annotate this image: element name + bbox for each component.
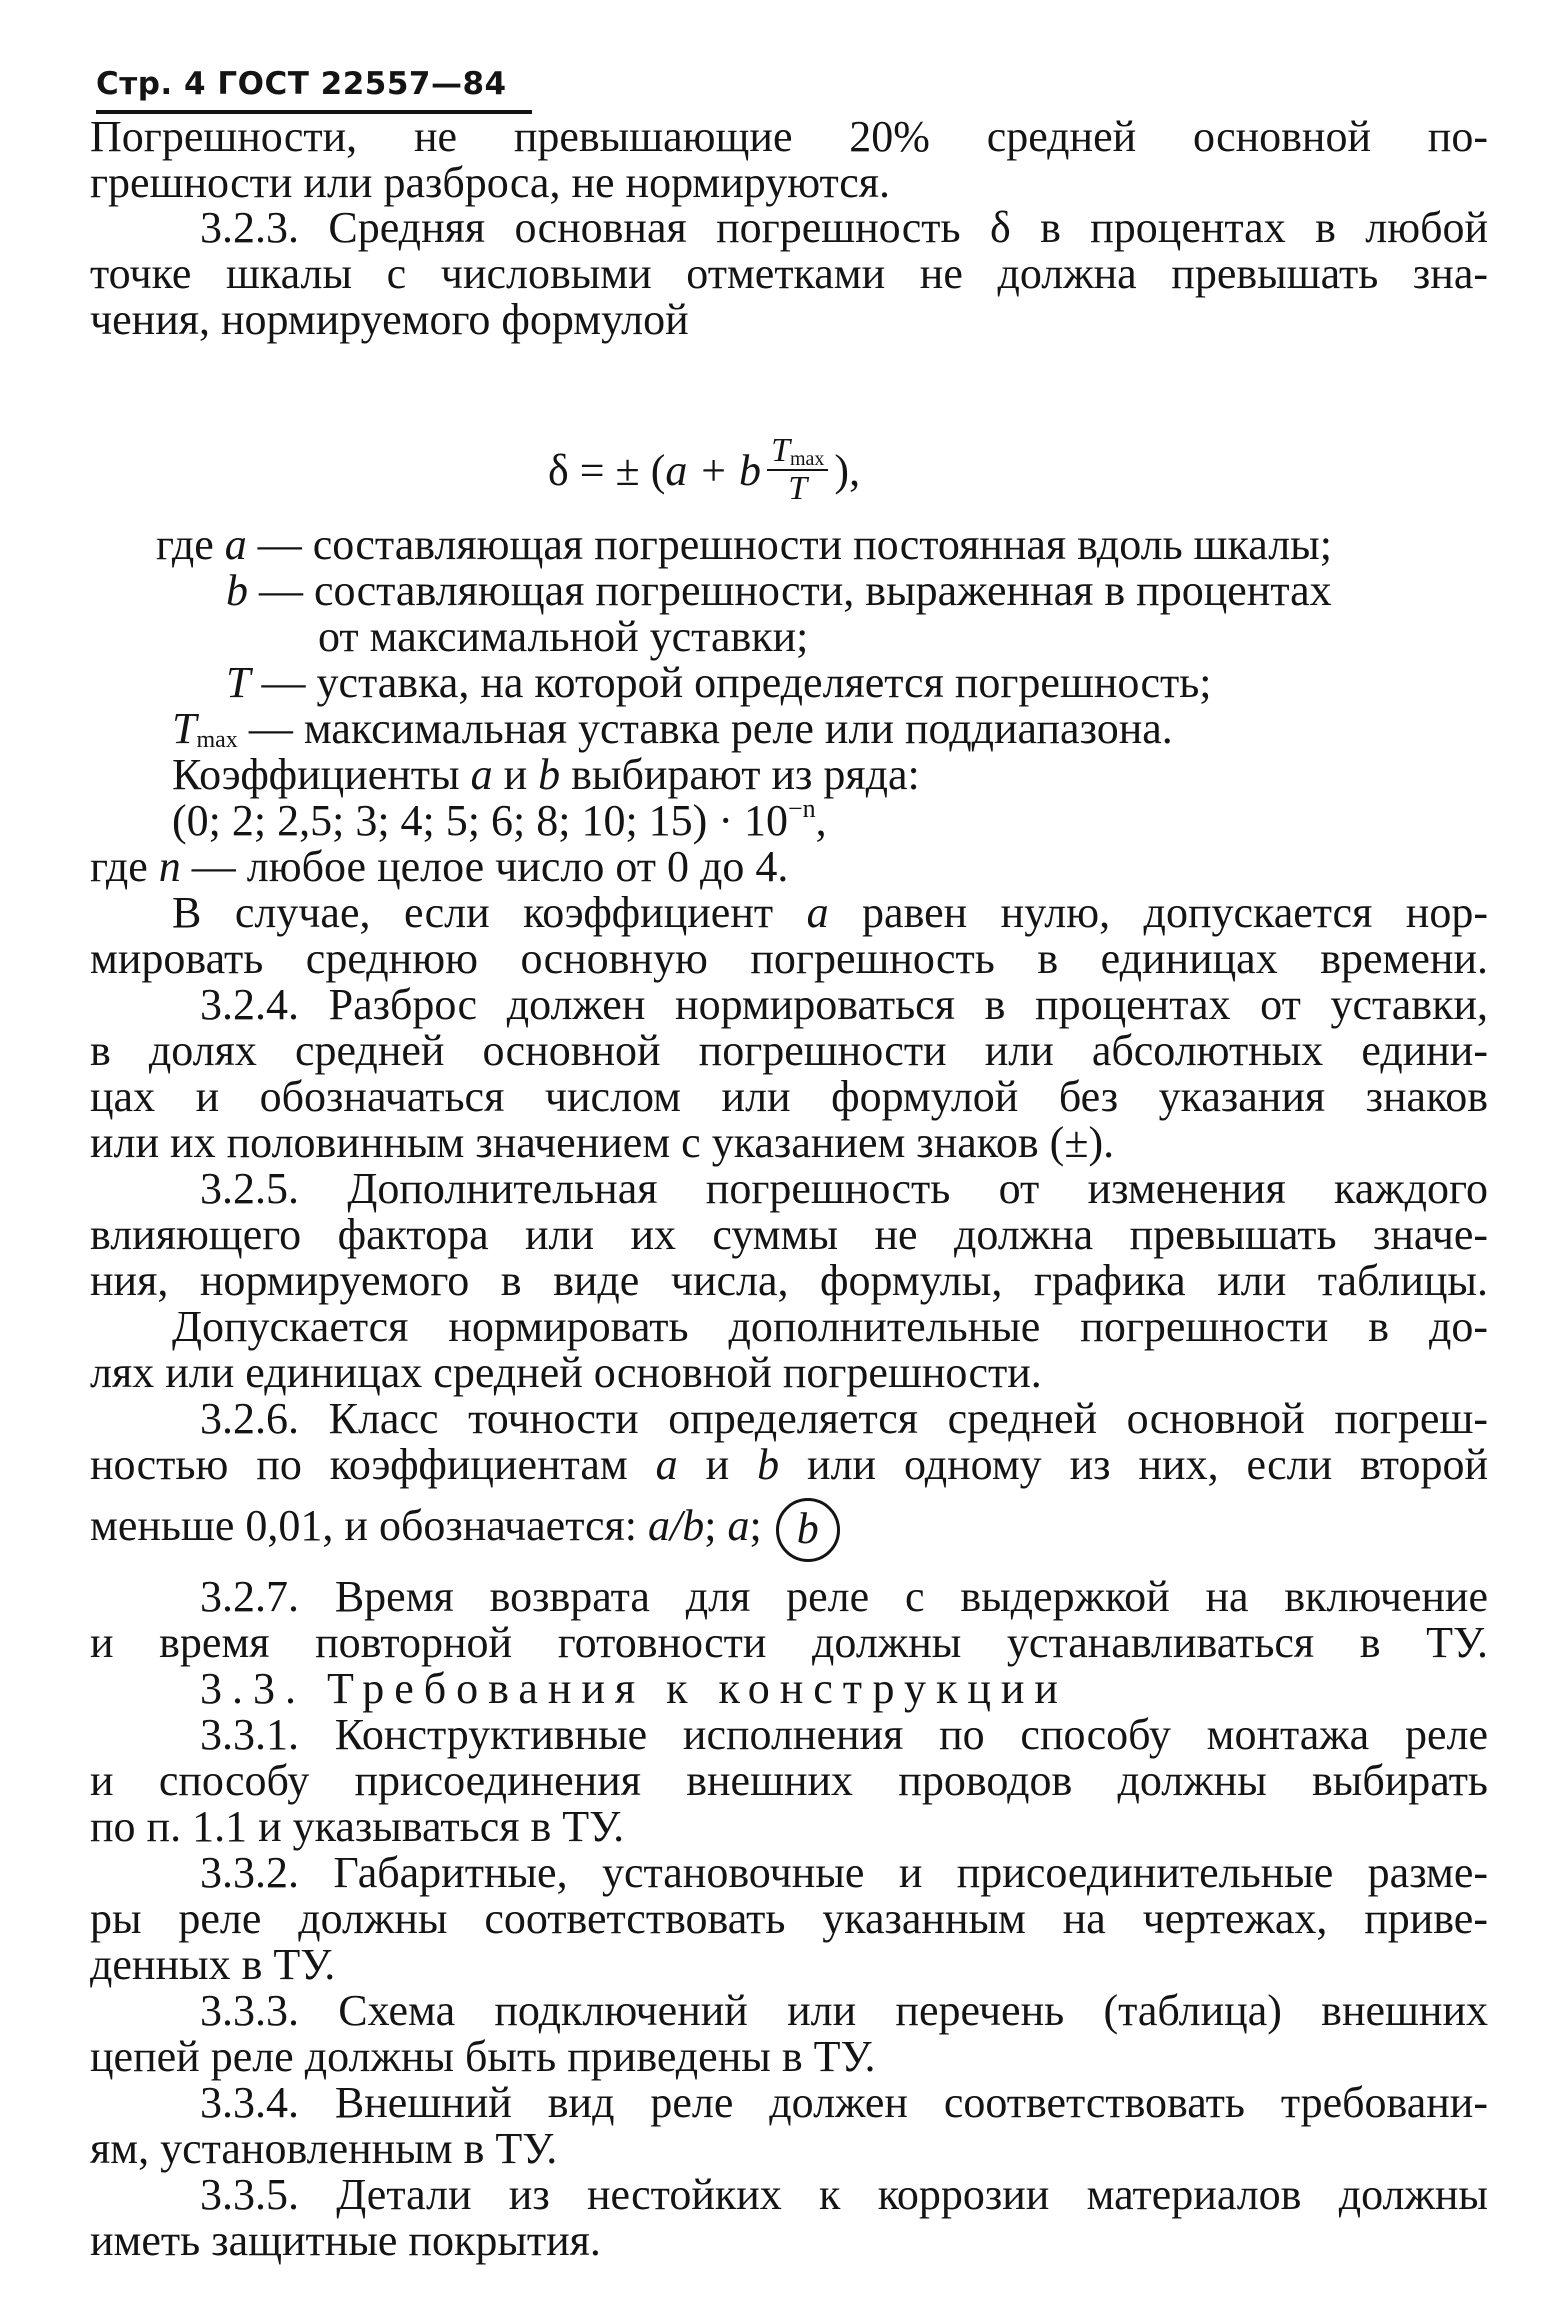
def-a: где a — составляющая погрешности постоянная вдоль шкалы; (156, 520, 1332, 569)
text-line: 3.3.4. Внешний вид реле должен соответствовать требовани- (200, 2078, 1488, 2127)
text-line: цепей реле должны быть приведены в ТУ. (90, 2032, 876, 2081)
text-line: Допускается нормировать дополнительные погрешности в до- (172, 1302, 1488, 1351)
coef-series: (0; 2; 2,5; 3; 4; 5; 6; 8; 10; $15) \cdot 10^{-n}$, (172, 794, 827, 845)
coef-n: где n — любое целое число от 0 до 4. (90, 842, 789, 891)
def-t: T — уставка, на которой определяется погрешность; (226, 658, 1212, 707)
text-line: мировать среднюю основную погрешность в единицах времени. (90, 934, 1488, 983)
circled-b-symbol: b (776, 1498, 840, 1562)
text-line: цах и обозначаться числом или формулой без указания знаков (90, 1072, 1488, 1121)
text-line: 3.3.2. Габаритные, установочные и присоединительные разме- (200, 1848, 1488, 1897)
def-b-cont: от максимальной уставки; (318, 612, 809, 661)
text-line: 3.2.5. Дополнительная погрешность от изменения каждого (200, 1164, 1488, 1213)
text-line: Погрешности, не превышающие 20% средней основной по- (90, 112, 1488, 161)
section-title: 3.3. Требования к конструкции (200, 1664, 1068, 1713)
formula-fraction (767, 433, 828, 507)
text-line: и способу присоединения внешних проводов должны выбирать (90, 1756, 1488, 1805)
text-line: 3.3.3. Схема подключений или перечень (таблица) внешних (200, 1986, 1488, 2035)
text-line: по п. 1.1 и указываться в ТУ. (90, 1802, 625, 1851)
def-b: b — составляющая погрешности, выраженная в процентах (226, 566, 1332, 615)
text-line: иметь защитные покрытия. (90, 2216, 601, 2265)
text-line: меньше 0,01, и обозначается: a/b; a; b (90, 1498, 1488, 1562)
text-line: 3.3.1. Конструктивные исполнения по способу монтажа реле (200, 1710, 1488, 1759)
text-line: денных в ТУ. (90, 1940, 336, 1989)
text-line: и время повторной готовности должны устанавливаться в ТУ. (90, 1618, 1488, 1667)
text-line: 3.3.5. Детали из нестойких к коррозии материалов должны (200, 2170, 1488, 2219)
formula-rhs: ), (834, 445, 861, 495)
formula-lhs: δ = ± ( (548, 445, 666, 495)
text-line: влияющего фактора или их суммы не должна превышать значе- (90, 1210, 1488, 1259)
text-line: лях или единицах средней основной погрешности. (90, 1348, 1042, 1397)
text-line: 3.2.3. Средняя основная погрешность δ в процентах в любой (200, 203, 1488, 252)
text-line: ния, нормируемого в виде числа, формулы, графика или таблицы. (90, 1256, 1488, 1305)
formula (548, 430, 860, 510)
text-line: 3.2.4. Разброс должен нормироваться в процентах от уставки, (200, 980, 1488, 1029)
text-line: В случае, если коэффициент a равен нулю, допускается нор- (172, 888, 1488, 937)
text-line: грешности или разброса, не нормируются. (90, 158, 891, 207)
def-tmax: $T_{max}$ — максимальная уставка реле или поддиапазона. (172, 704, 1173, 753)
text-line: в долях средней основной погрешности или абсолютных едини- (90, 1026, 1488, 1075)
text-line: точке шкалы с числовыми отметками не должна превышать зна- (90, 249, 1488, 298)
coef-line: Коэффициенты a и b выбирают из ряда: (172, 750, 920, 799)
text-line: ям, установленным в ТУ. (90, 2124, 558, 2173)
text-line: чения, нормируемого формулой (90, 295, 689, 344)
fraction-denominator: T (788, 470, 808, 507)
text-line: ры реле должны соответствовать указанным на чертежах, приве- (90, 1894, 1488, 1943)
page-header: Стр. 4 ГОСТ 22557—84 (96, 64, 532, 114)
formula-ab: a + b (665, 445, 762, 495)
fraction-numerator: $T_{max}$ (767, 433, 828, 471)
text-line: ностью по коэффициентам a и b или одному из них, если второй (90, 1440, 1489, 1489)
text-line: 3.2.6. Класс точности определяется средней основной погреш- (200, 1394, 1488, 1443)
text-line: 3.2.7. Время возврата для реле с выдержкой на включение (200, 1572, 1488, 1621)
text-line: или их половинным значением с указанием знаков (±). (90, 1118, 1115, 1167)
